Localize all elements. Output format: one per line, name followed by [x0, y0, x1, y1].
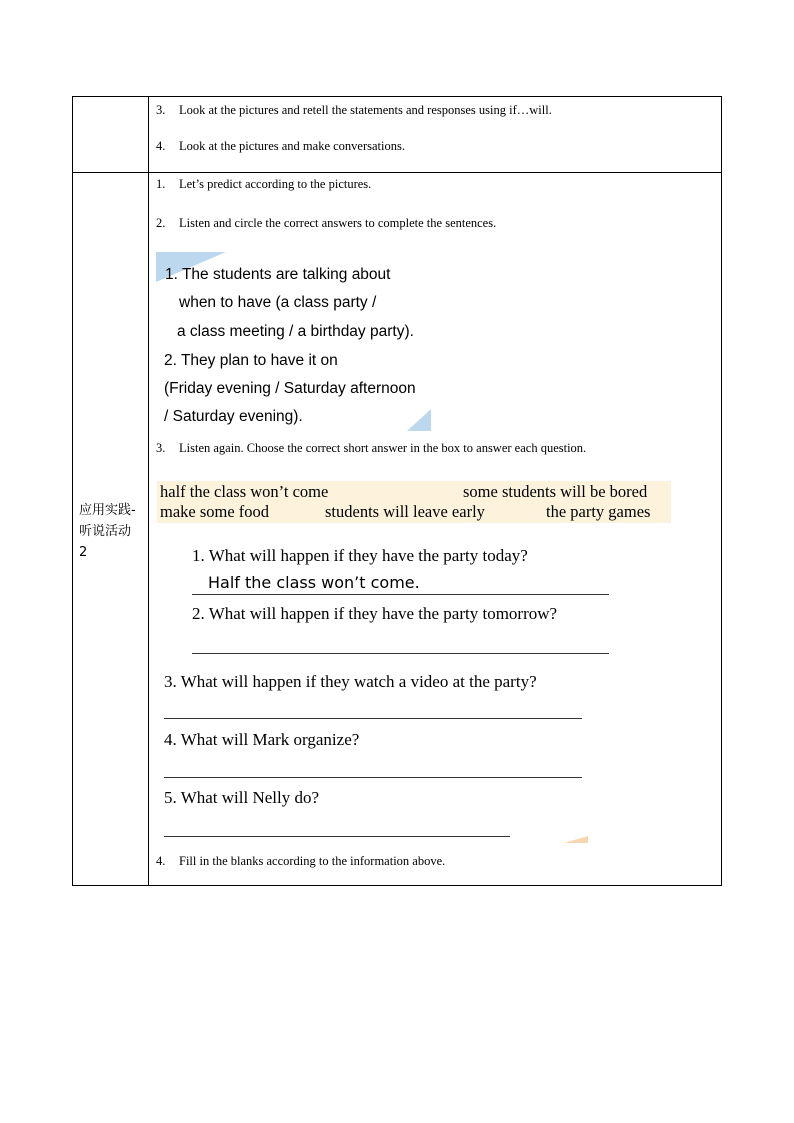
question-3: 3. What will happen if they watch a video at the party?	[164, 672, 537, 691]
row-label: 应用实践- 听说活动 2	[79, 503, 136, 560]
exercise-line-2: when to have (a class party /	[179, 294, 377, 311]
answer-line-2	[192, 653, 609, 654]
lesson-table	[72, 96, 722, 886]
answer-1: Half the class won’t come.	[208, 573, 420, 592]
step-4: 4. Fill in the blanks according to the information above.	[156, 854, 446, 868]
exercise-line-3: a class meeting / a birthday party).	[177, 323, 414, 340]
step-1: 1. Let’s predict according to the pictures.	[156, 177, 372, 191]
step-2: 2. Listen and circle the correct answers to complete the sentences.	[156, 216, 497, 230]
exercise-line-1: 1. The students are talking about	[165, 266, 391, 283]
column-divider	[148, 97, 149, 885]
answer-option: half the class won’t come	[160, 482, 329, 501]
answer-option: some students will be bored	[463, 482, 648, 501]
row-divider	[73, 172, 721, 173]
answer-line-4	[164, 777, 582, 778]
exercise-line-5: (Friday evening / Saturday afternoon	[164, 380, 416, 397]
answer-box	[157, 481, 671, 523]
top-step-4: 4. Look at the pictures and make conversations.	[156, 139, 405, 153]
question-2: 2. What will happen if they have the party tomorrow?	[192, 604, 558, 623]
answer-line-5	[164, 836, 510, 837]
answer-option: the party games	[546, 502, 651, 521]
answer-line-1	[192, 594, 609, 595]
exercise-line-6: / Saturday evening).	[164, 408, 303, 425]
question-4: 4. What will Mark organize?	[164, 730, 360, 749]
answer-option: students will leave early	[325, 502, 485, 521]
decor-triangle-orange	[564, 836, 588, 843]
decor-triangle-blue-bottom	[407, 409, 431, 431]
question-1: 1. What will happen if they have the party today?	[192, 546, 528, 565]
step-3: 3. Listen again. Choose the correct short answer in the box to answer each question.	[156, 441, 587, 455]
question-5: 5. What will Nelly do?	[164, 788, 320, 807]
top-step-3: 3. Look at the pictures and retell the statements and responses using if…will.	[156, 103, 552, 117]
answer-option: make some food	[160, 502, 270, 521]
exercise-line-4: 2. They plan to have it on	[164, 352, 338, 369]
answer-line-3	[164, 718, 582, 719]
